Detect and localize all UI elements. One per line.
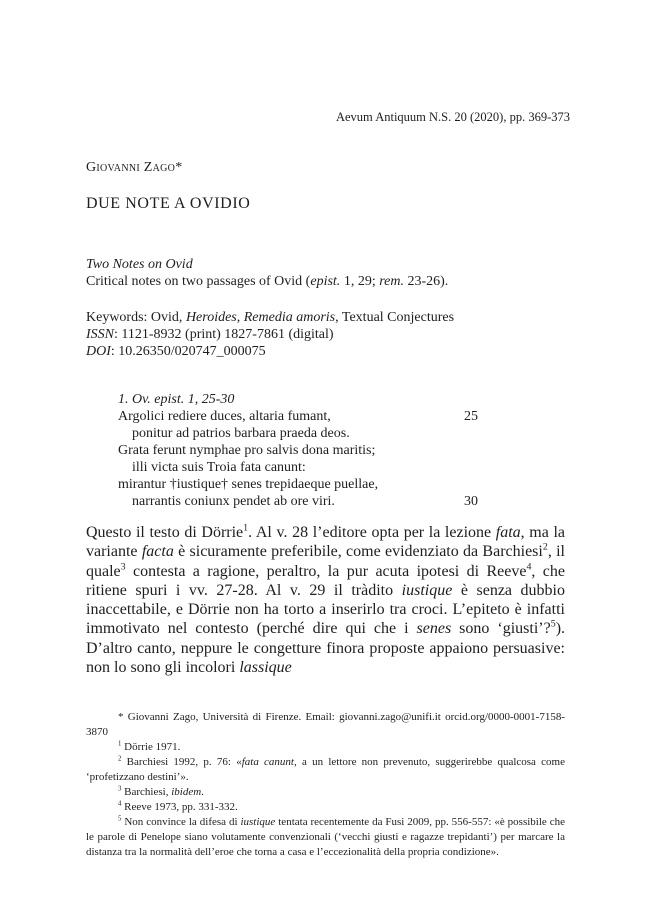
- doi-line[interactable]: DOI: 10.26350/020747_000075: [86, 344, 266, 359]
- issn-line: ISSN: 1121-8932 (print) 1827-7861 (digital): [86, 327, 334, 342]
- body-paragraph: Questo il testo di Dörrie$^1$. Al v. 28 l’editore opta per la lezione fata, ma la variante facta è sicuramente preferibile, come evidenziato da Barchiesi$^2$, il quale$^3$ contesta a ragione, peraltro, la pur acuta ipotesi di Reeve$^4$, che ritiene spuri i vv. 27-28. Al v. 29 il tràdito iustique è senza dubbio inaccettabile, e Dörrie non ha torto a inserirlo tra croci. L’epiteto è infatti immotivato nel contesto (perché dire qui che i senes sono ‘giusti’?$^5$). D’altro canto, neppure le congetture finora proposte appaiono persuasive: non lo sono gli incolori lassique: [86, 522, 566, 677]
- footnote-ref[interactable]: 2: [542, 541, 548, 553]
- verse-line: narrantis coniunx pendet ab ore viri. 30: [132, 494, 478, 509]
- footnote-ref[interactable]: 1: [243, 522, 249, 534]
- verse-quotation: [118, 391, 478, 510]
- footnote-1: $^1$ Dörrie 1971.: [118, 740, 181, 753]
- line-number: 25: [464, 409, 478, 424]
- abstract-block: [86, 256, 448, 290]
- footnote-ref[interactable]: 3: [120, 561, 126, 573]
- footnote-5: $^5$ Non convince la difesa di iustique tentata recentemente da Fusi 2009, pp. 556-557: «è possibile che le parole di Penelope siano volutamente convenzionali (‘vecchi giusti e ragazze trepidanti’) per marcare la distanza tra la normalità dell’eroe che torna a casa e l’eccezionalità della propria condizione».: [86, 815, 565, 858]
- verse-heading: 1. Ov. epist. 1, 25-30: [118, 392, 235, 407]
- article-title: DUE NOTE A OVIDIO: [86, 195, 251, 212]
- footnote-ref[interactable]: 4: [526, 561, 532, 573]
- author-name: Giovanni Zago*: [86, 160, 183, 175]
- verse-line: ponitur ad patrios barbara praeda deos.: [132, 426, 350, 441]
- keywords-line: Keywords: Ovid, Heroides, Remedia amoris, Textual Conjectures: [86, 310, 455, 325]
- footnote-3: $^3$ Barchiesi, ibidem.: [118, 785, 204, 798]
- verse-line: Argolici rediere duces, altaria fumant, 25: [118, 409, 478, 424]
- footnote-4: $^4$ Reeve 1973, pp. 331-332.: [118, 800, 238, 813]
- footnote-2: $^2$ Barchiesi 1992, p. 76: «fata canunt, a un lettore non prevenuto, suggerirebbe qualcosa come ‘profetizzano destini’».: [86, 755, 565, 783]
- verse-line: illi victa suis Troia fata canunt:: [132, 460, 306, 475]
- keywords-block: [86, 309, 454, 360]
- footnotes: [86, 710, 565, 860]
- verse-line: Grata ferunt nymphae pro salvis dona maritis;: [118, 443, 376, 458]
- line-number: 30: [464, 494, 478, 509]
- footnote-ref[interactable]: 5: [550, 619, 556, 631]
- footnote-author: * Giovanni Zago, Università di Firenze. Email: giovanni.zago@unifi.it orcid.org/0000-0001-7158-3870: [86, 711, 565, 738]
- verse-line: mirantur †iustique† senes trepidaeque puellae,: [118, 477, 379, 492]
- english-title: Two Notes on Ovid: [86, 257, 193, 272]
- journal-reference: Aevum Antiquum N.S. 20 (2020), pp. 369-373: [335, 110, 570, 124]
- abstract-summary: Critical notes on two passages of Ovid (epist. 1, 29; rem. 23-26).: [86, 274, 449, 289]
